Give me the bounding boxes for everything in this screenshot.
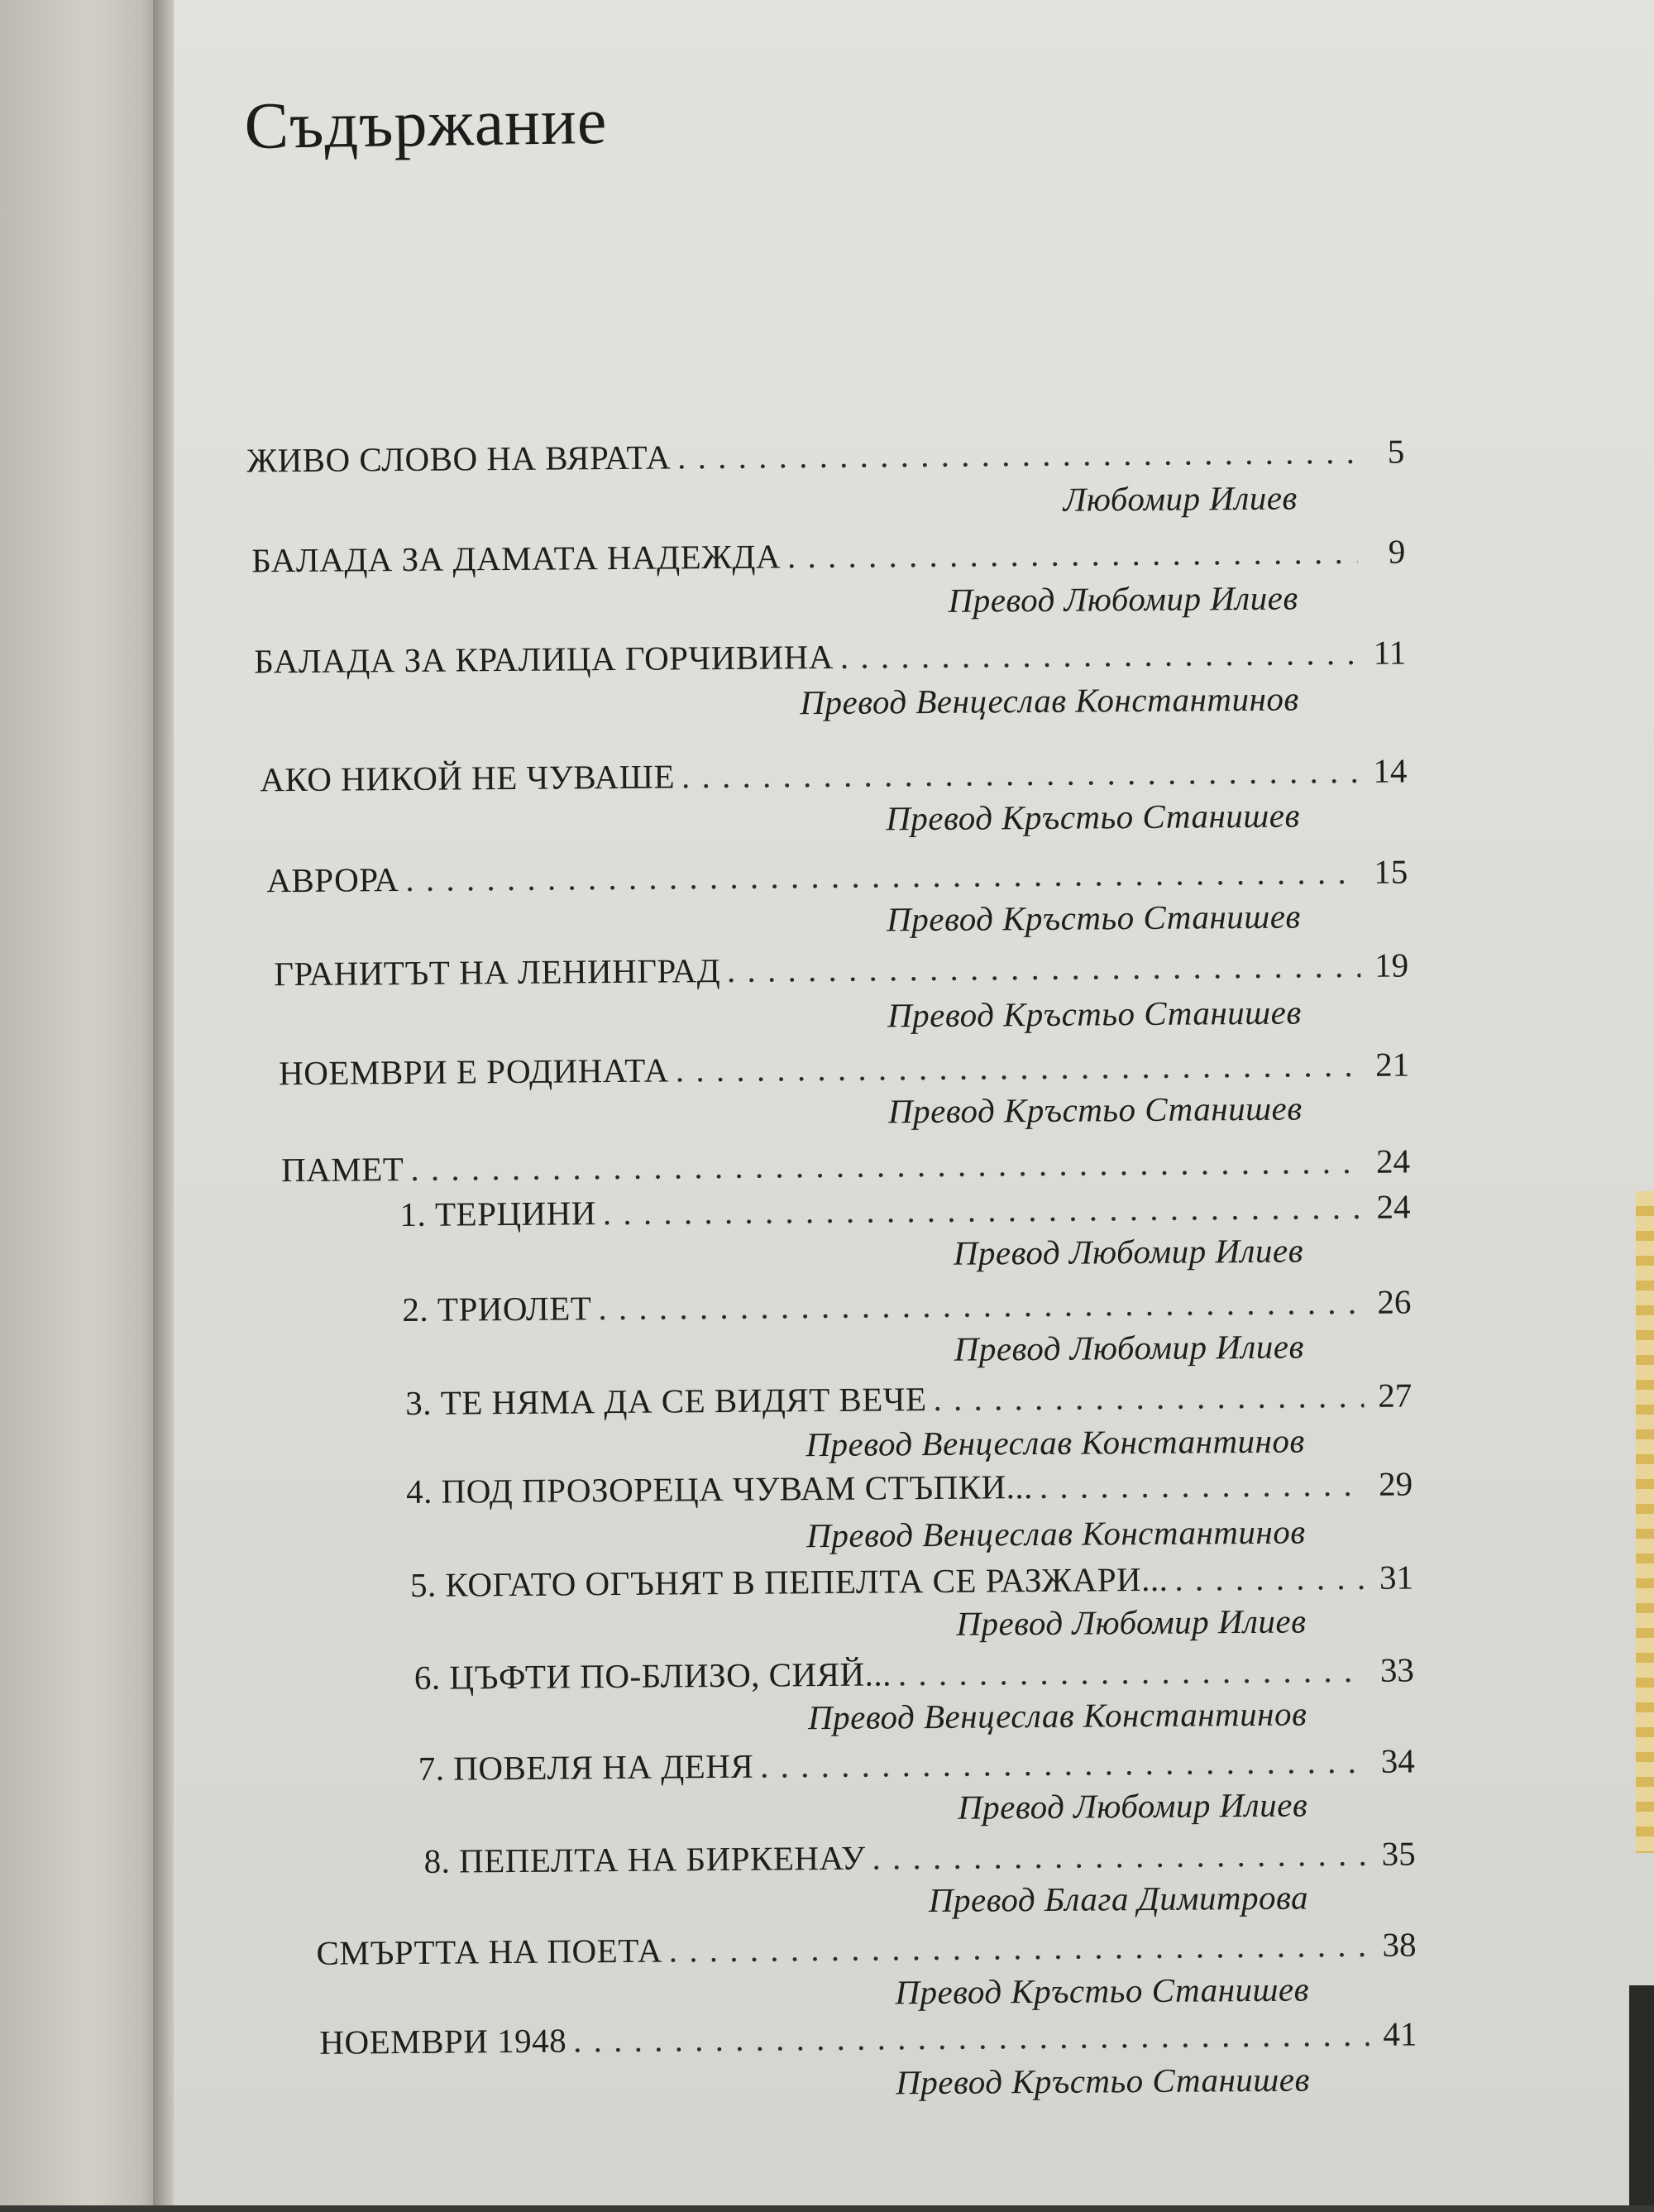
translator-credit: Превод Любомир Илиев bbox=[957, 1785, 1308, 1827]
toc-entry bbox=[316, 1924, 1416, 1972]
dot-leader bbox=[410, 1142, 1362, 1189]
translator-credit: Превод Блага Димитрова bbox=[928, 1878, 1309, 1920]
entry-title: 4. ПОД ПРОЗОРЕЦА ЧУВАМ СТЪПКИ... bbox=[405, 1467, 1034, 1511]
page-number: 34 bbox=[1380, 1741, 1415, 1780]
translator-credit: Превод Кръстьо Станишев bbox=[896, 2060, 1310, 2102]
toc-entry bbox=[410, 1557, 1413, 1605]
dot-leader bbox=[681, 751, 1360, 796]
dot-leader bbox=[573, 2014, 1370, 2061]
entry-title: НОЕМВРИ Е РОДИНАТА bbox=[278, 1051, 670, 1093]
translator-credit: Превод Венцеслав Константинов bbox=[805, 1421, 1305, 1464]
dot-leader bbox=[1174, 1558, 1365, 1599]
toc-entry bbox=[246, 431, 1404, 480]
entry-title: ЖИВО СЛОВО НА ВЯРАТА bbox=[246, 438, 672, 480]
page-number: 35 bbox=[1381, 1834, 1416, 1873]
dot-leader bbox=[872, 1834, 1367, 1878]
page-number: 24 bbox=[1375, 1142, 1411, 1180]
translator-credit: Превод Венцеслав Константинов bbox=[800, 679, 1299, 722]
entry-title: 5. КОГАТО ОГЪНЯТ В ПЕПЕЛТА СЕ РАЗЖАРИ... bbox=[409, 1559, 1169, 1604]
dot-leader bbox=[598, 1282, 1363, 1328]
entry-title: 1. ТЕРЦИНИ bbox=[399, 1194, 597, 1234]
toc-entry bbox=[423, 1833, 1415, 1880]
page-number: 19 bbox=[1374, 946, 1409, 984]
page-number: 41 bbox=[1383, 2014, 1417, 2053]
page-number: 24 bbox=[1376, 1187, 1411, 1226]
translator-credit: Любомир Илиев bbox=[1063, 478, 1298, 519]
entry-title: НОЕМВРИ 1948 bbox=[319, 2021, 567, 2061]
translator-credit: Превод Кръстьо Станишев bbox=[887, 993, 1302, 1035]
page-number: 11 bbox=[1373, 633, 1407, 672]
toc-entry bbox=[399, 1186, 1410, 1234]
page-number: 15 bbox=[1374, 852, 1408, 891]
toc-entry bbox=[254, 632, 1406, 681]
page-number: 33 bbox=[1379, 1650, 1415, 1689]
dot-leader bbox=[727, 946, 1360, 990]
translator-credit: Превод Венцеслав Константинов bbox=[807, 1694, 1307, 1737]
toc-entry bbox=[319, 2013, 1417, 2061]
page-number: 5 bbox=[1387, 432, 1405, 471]
dot-leader bbox=[669, 1925, 1369, 1970]
entry-title: 2. ТРИОЛЕТ bbox=[402, 1289, 592, 1329]
entry-title: СМЪРТТА НА ПОЕТА bbox=[316, 1931, 663, 1972]
dot-leader bbox=[787, 532, 1358, 576]
translator-credit: Превод Любомир Илиев bbox=[948, 578, 1298, 620]
page-number: 38 bbox=[1382, 1925, 1417, 1964]
dot-leader bbox=[933, 1376, 1364, 1419]
toc-entry bbox=[251, 531, 1405, 580]
entry-title: БАЛАДА ЗА ДАМАТА НАДЕЖДА bbox=[251, 537, 782, 580]
dot-leader bbox=[676, 1045, 1362, 1090]
dot-leader bbox=[1040, 1464, 1365, 1506]
entry-title: 6. ЦЪФТИ ПО-БЛИЗО, СИЯЙ... bbox=[414, 1654, 892, 1697]
toc-entry bbox=[274, 945, 1408, 993]
entry-title: БАЛАДА ЗА КРАЛИЦА ГОРЧИВИНА bbox=[254, 637, 834, 681]
toc-entry bbox=[260, 750, 1407, 799]
dot-leader bbox=[603, 1187, 1363, 1233]
toc-entry bbox=[414, 1649, 1414, 1697]
page-number: 14 bbox=[1373, 751, 1408, 790]
page-title: Съдържание bbox=[244, 84, 608, 163]
translator-credit: Превод Венцеслав Константинов bbox=[806, 1512, 1306, 1555]
translator-credit: Превод Любомир Илиев bbox=[956, 1602, 1307, 1643]
translator-credit: Превод Кръстьо Станишев bbox=[895, 1970, 1310, 2012]
toc-entry bbox=[405, 1375, 1412, 1423]
translator-credit: Превод Любомир Илиев bbox=[953, 1231, 1304, 1272]
page-number: 29 bbox=[1378, 1464, 1413, 1503]
toc-entry bbox=[266, 851, 1408, 900]
dot-leader bbox=[898, 1650, 1366, 1693]
entry-title: ПАМЕТ bbox=[280, 1150, 404, 1190]
toc-entry bbox=[402, 1281, 1411, 1329]
entry-title: АКО НИКОЙ НЕ ЧУВАШЕ bbox=[260, 757, 676, 799]
page-number: 21 bbox=[1374, 1045, 1410, 1084]
translator-credit: Превод Кръстьо Станишев bbox=[887, 1089, 1303, 1131]
dot-leader bbox=[760, 1741, 1367, 1786]
page-number: 26 bbox=[1377, 1282, 1412, 1321]
dot-leader bbox=[840, 633, 1359, 677]
entry-title: 8. ПЕПЕЛТА НА БИРКЕНАУ bbox=[423, 1838, 866, 1880]
toc-entry bbox=[418, 1740, 1415, 1788]
page-number: 31 bbox=[1379, 1558, 1414, 1597]
translator-credit: Превод Кръстьо Станишев bbox=[886, 897, 1301, 939]
toc-entry bbox=[281, 1141, 1410, 1190]
toc-entry bbox=[406, 1463, 1413, 1511]
dot-leader bbox=[677, 432, 1357, 476]
translator-credit: Превод Кръстьо Станишев bbox=[886, 796, 1300, 838]
entry-title: 3. ТЕ НЯМА ДА СЕ ВИДЯТ ВЕЧЕ bbox=[405, 1380, 927, 1423]
page-number: 27 bbox=[1378, 1376, 1413, 1415]
dot-leader bbox=[405, 852, 1360, 899]
entry-title: ГРАНИТЪТ НА ЛЕНИНГРАД bbox=[274, 951, 721, 993]
toc-entry bbox=[279, 1044, 1409, 1093]
page-number: 9 bbox=[1388, 532, 1406, 571]
entry-title: 7. ПОВЕЛЯ НА ДЕНЯ bbox=[418, 1746, 754, 1788]
entry-title: АВРОРА bbox=[266, 860, 399, 900]
translator-credit: Превод Любомир Илиев bbox=[954, 1327, 1304, 1368]
